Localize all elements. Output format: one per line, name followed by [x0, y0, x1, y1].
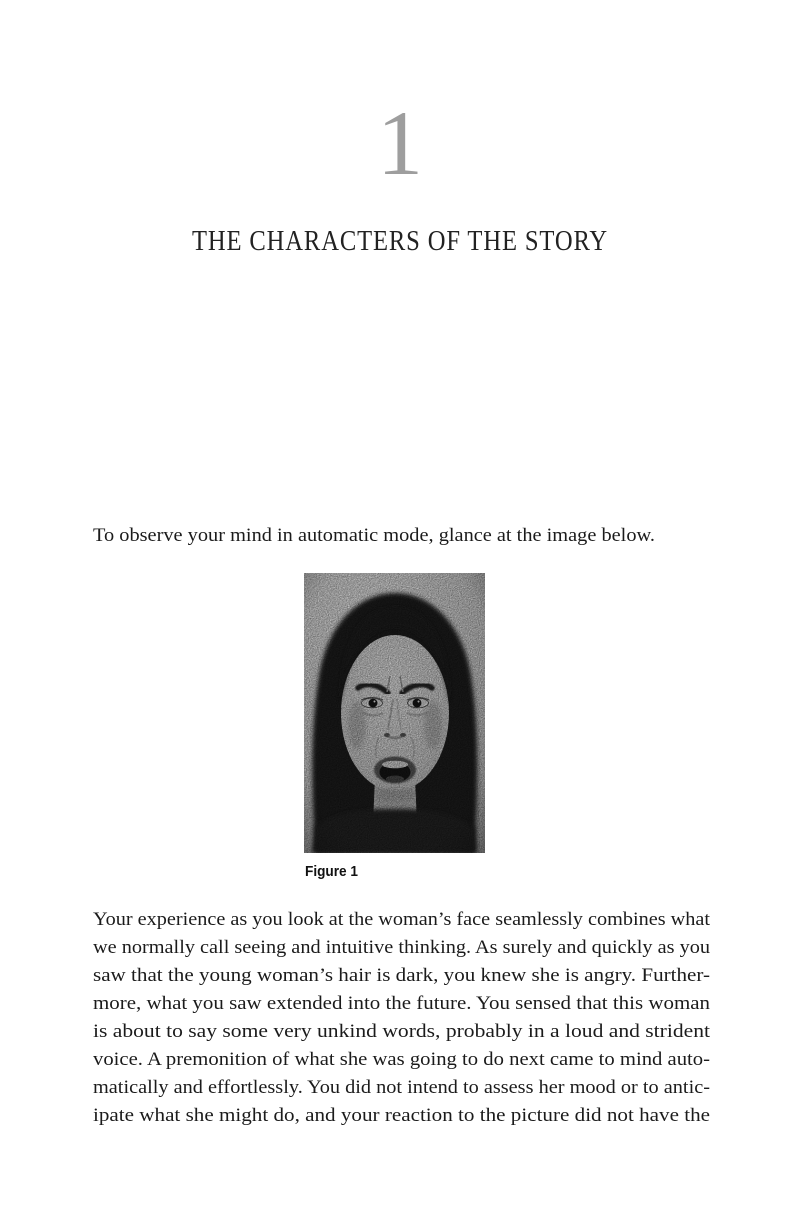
body-line-text: Your experience as you look at the woman’s face seamlessly combines what	[93, 909, 710, 930]
body-line-text: ipate what she might do, and your reaction to the picture did not have the	[93, 1105, 710, 1126]
angry-woman-portrait	[304, 573, 485, 853]
body-line-text: more, what you saw extended into the future. You sensed that this woman	[93, 993, 710, 1014]
body-line-text: saw that the young woman’s hair is dark, you knew she is angry. Further-	[93, 965, 710, 986]
body-line	[93, 990, 710, 1018]
chapter-title	[192, 225, 608, 259]
body-line	[93, 934, 710, 962]
chapter-number: 1	[377, 92, 423, 194]
figure-caption-text: Figure 1	[305, 863, 358, 880]
body-line	[93, 906, 710, 934]
body-line-text: is about to say some very unkind words, probably in a loud and strident	[93, 1021, 710, 1042]
chapter-title-text: THE CHARACTERS OF THE STORY	[192, 226, 608, 257]
photo-grain	[304, 573, 485, 853]
figure-1-photo	[304, 573, 485, 853]
body-line-text: we normally call seeing and intuitive thinking. As surely and quickly as you	[93, 937, 710, 958]
body-line-text: matically and effortlessly. You did not intend to assess her mood or to antic-	[93, 1077, 710, 1098]
body-line	[93, 1074, 710, 1102]
body-line	[93, 962, 710, 990]
body-line	[93, 1018, 710, 1046]
figure-caption	[305, 862, 363, 882]
body-paragraph	[93, 906, 710, 1130]
intro-paragraph-text: To observe your mind in automatic mode, glance at the image below.	[93, 525, 655, 546]
body-line	[93, 1046, 710, 1074]
intro-paragraph	[93, 522, 793, 550]
body-line	[93, 1102, 710, 1130]
body-line-text: voice. A premonition of what she was going to do next came to mind auto-	[93, 1049, 710, 1070]
